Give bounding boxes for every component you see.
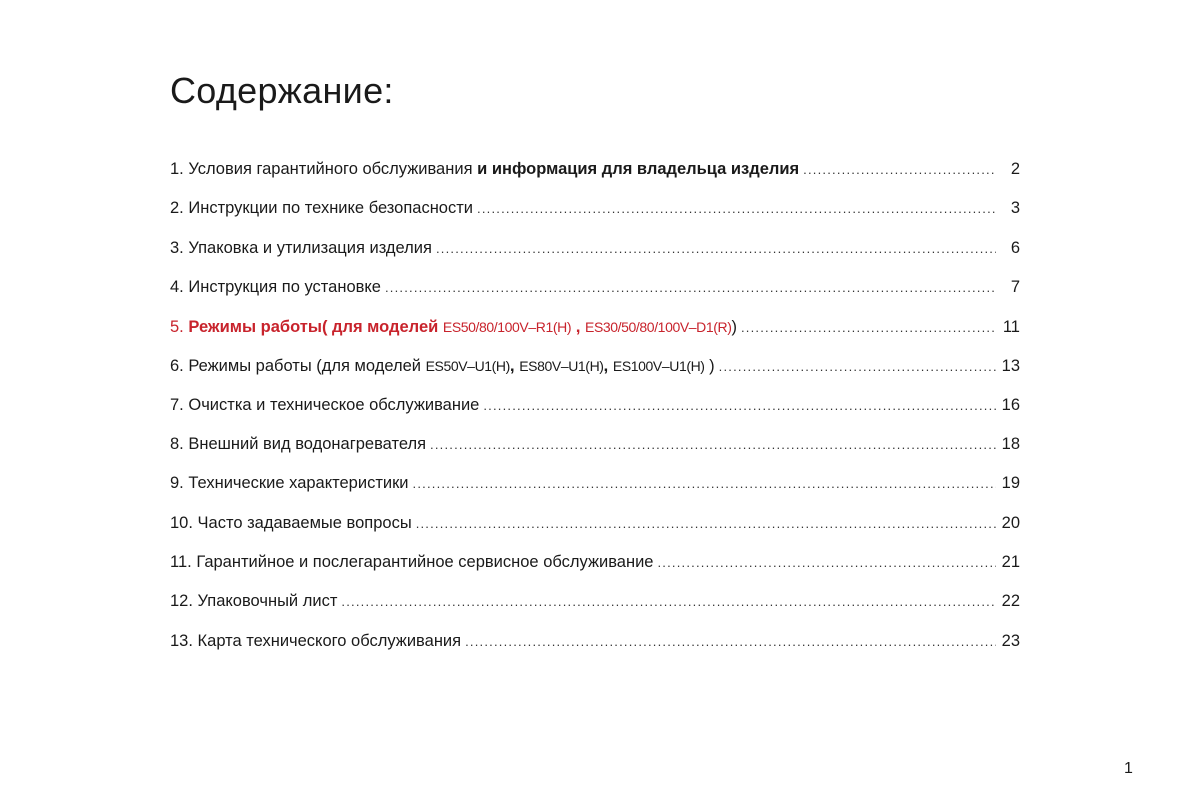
toc-entry-12[interactable] [170, 592, 1020, 631]
dot-leader [719, 359, 996, 374]
toc-entry-number: 5. [170, 318, 184, 337]
toc-entry-number: 13. [170, 631, 193, 650]
dot-leader [465, 634, 996, 649]
toc-entry-model: ES50V–U1(H) [425, 358, 510, 375]
toc-entry-page: 19 [1001, 474, 1020, 493]
toc-entry-title-bold: Режимы работы [188, 318, 322, 337]
dot-leader [477, 201, 996, 216]
toc-entry-6[interactable] [170, 356, 1020, 395]
toc-entry-7[interactable] [170, 396, 1020, 435]
toc-entry-close-paren: ) [709, 357, 715, 376]
toc-entry-page: 18 [1001, 435, 1020, 454]
dot-leader [483, 398, 996, 413]
toc-entry-number: 6. [170, 357, 184, 376]
toc-entry-model: ES30/50/80/100V–D1(R) [585, 319, 732, 336]
toc-entry-number: 1. [170, 160, 184, 178]
toc-entry-text [170, 553, 653, 572]
toc-entry-page: 6 [1010, 238, 1020, 257]
dot-leader [416, 516, 996, 531]
toc-entry-number: 2. [170, 199, 184, 218]
toc-entry-title: Инструкция по установке [188, 277, 381, 296]
page-title: Содержание: [170, 70, 394, 111]
toc-entry-page: 13 [1001, 357, 1020, 376]
toc-entry-number: 9. [170, 474, 184, 493]
toc-entry-title-bold: и информация для владельца изделия [477, 160, 800, 178]
toc-entry-text [170, 632, 461, 651]
dot-leader [436, 241, 996, 256]
toc-entry-number: 7. [170, 395, 184, 414]
toc-entry-text [170, 317, 737, 337]
toc-entry-page: 23 [1001, 631, 1020, 650]
toc-entry-model: ES80V–U1(H) [519, 358, 604, 375]
dot-leader [741, 320, 996, 335]
toc-entry-text [170, 435, 426, 454]
toc-entry-page: 20 [1001, 513, 1020, 532]
toc-entry-page: 2 [1010, 160, 1020, 178]
toc-entry-text [170, 199, 473, 218]
toc-entry-3[interactable] [170, 239, 1020, 278]
toc-entry-text [170, 356, 715, 376]
toc-entry-2[interactable] [170, 199, 1020, 238]
toc-entry-title: Режимы работы (для моделей [188, 357, 421, 376]
toc-entry-text [170, 514, 412, 533]
toc-entry-11[interactable] [170, 553, 1020, 592]
toc-entry-title: Технические характеристики [188, 474, 409, 493]
toc-entry-separator: , [509, 356, 515, 376]
toc-entry-13[interactable] [170, 632, 1020, 671]
toc-entry-text [170, 592, 337, 611]
dot-leader [430, 437, 996, 452]
toc-entry-title: Условия гарантийного обслуживания [188, 160, 473, 178]
toc-entry-title: Внешний вид водонагревателя [188, 435, 427, 454]
toc-entry-page: 11 [1002, 318, 1020, 337]
toc-entry-number: 10. [170, 513, 193, 532]
toc-entry-number: 4. [170, 277, 184, 296]
toc-entry-title: Очистка и техническое обслуживание [188, 395, 480, 414]
toc-entry-5[interactable] [170, 317, 1020, 356]
toc-entry-number: 11. [170, 552, 192, 571]
dot-leader [803, 162, 996, 177]
toc-entry-title: Карта технического обслуживания [197, 631, 462, 650]
toc-entry-8[interactable] [170, 435, 1020, 474]
dot-leader [341, 594, 996, 609]
toc-entry-title: Часто задаваемые вопросы [197, 513, 412, 532]
toc-entry-text [170, 239, 432, 258]
toc-entry-page: 22 [1001, 592, 1020, 611]
toc-entry-text [170, 474, 409, 493]
table-of-contents [170, 160, 1020, 671]
toc-entry-1[interactable] [170, 160, 1020, 199]
toc-entry-4[interactable] [170, 278, 1020, 317]
toc-entry-title: Инструкции по технике безопасности [188, 199, 474, 218]
toc-entry-page: 16 [1001, 395, 1020, 414]
toc-entry-models-label: ( для моделей [321, 318, 439, 337]
toc-entry-page: 21 [1001, 552, 1020, 571]
page-number: 1 [1124, 760, 1133, 777]
toc-entry-text [170, 396, 479, 415]
toc-entry-9[interactable] [170, 474, 1020, 513]
toc-entry-text [170, 278, 381, 297]
toc-entry-model: ES100V–U1(H) [612, 358, 705, 375]
toc-entry-number: 8. [170, 435, 184, 454]
toc-entry-page: 3 [1010, 199, 1020, 218]
dot-leader [413, 476, 996, 491]
toc-entry-10[interactable] [170, 514, 1020, 553]
toc-entry-model: ES50/80/100V–R1(H) [442, 319, 572, 336]
toc-entry-text [170, 160, 799, 179]
toc-entry-separator: , [603, 356, 609, 376]
toc-entry-separator: , [575, 317, 581, 337]
toc-entry-title: Упаковочный лист [197, 592, 338, 611]
dot-leader [385, 280, 996, 295]
toc-entry-close-paren: ) [731, 318, 737, 337]
toc-entry-title: Гарантийное и послегарантийное сервисное обслуживание [196, 552, 654, 571]
toc-entry-title: Упаковка и утилизация изделия [188, 238, 432, 257]
toc-entry-page: 7 [1010, 277, 1020, 296]
toc-entry-number: 12. [170, 592, 193, 611]
dot-leader [657, 555, 996, 570]
toc-entry-number: 3. [170, 238, 184, 257]
